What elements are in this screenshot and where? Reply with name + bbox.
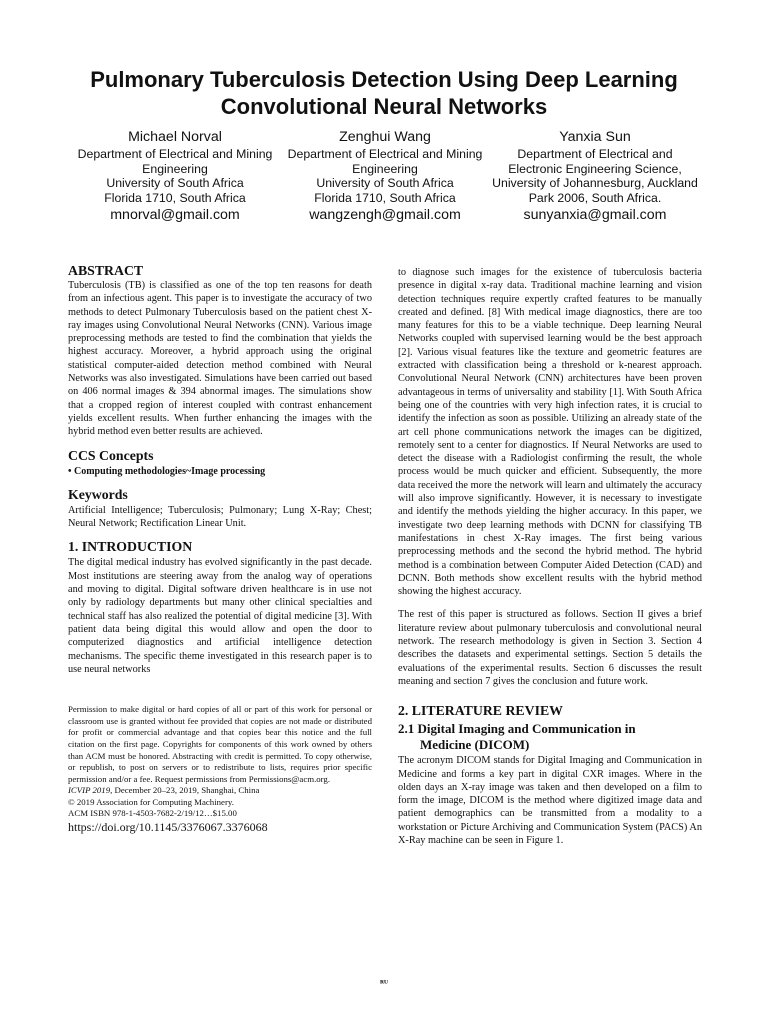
author-email: sunyanxia@gmail.com — [523, 207, 667, 224]
author-block — [72, 128, 698, 224]
keywords-text: Artificial Intelligence; Tuberculosis; Pulmonary; Lung X-Ray; Chest; Neural Network; Rectification Linear Unit. — [68, 504, 372, 530]
author-2 — [282, 128, 488, 224]
abstract-heading: ABSTRACT — [68, 263, 144, 278]
author-dept: Department of Electrical and Mining — [287, 147, 483, 161]
venue-line — [68, 785, 372, 797]
right-column — [398, 266, 702, 847]
intro-text: The digital medical industry has evolved significantly in the past decade. Most institutions are steering away from the analog way of operations and moving to digital. Digital software driven healthcare is in use not only by radiology departments but many other clinical specialties and technical staff has also realized the potential of digital medicine [3]. With patient data being digital this would allow and open the door to computerized diagnostics and artificial intelligence detection mechanisms. The specific theme investigated in this research paper is to use neural networks — [68, 557, 372, 675]
intro-continued-text: to diagnose such images for the existence of tuberculosis bacteria presence in digital x-ray data. Traditional machine learning and vision detection techniques require expertly crafted features to be manually created and defined. [8] With medical image diagnostics, there are too many features for this to be a viable technique. Deep learning Neural Networks coupled with supervised learning would be the best approach [2]. Various visual features like the texture and geometric features are extracted with classification being a threshold or k-nearest approach. Convolutional Neural Network (CNN) architectures have been proven advantageous in terms of universality and stability [1]. With South Africa being one of the countries with very high infection rates, it is crucial to identify the infection as soon as possible. Utilizing an already state of the art cell phone communications network the images can be digitized, remotely sent to a center for diagnostics. If Neural Networks are used to detect the disease with a Radiologist confirming the result, the whole process would be much quicker and efficient. Subsequently, the more data received the more the network will learn and ultimately the accuracy will also improve significantly. However, it is necessary to investigate and identify the methods yielding the higher accuracy. In this paper, we investigate two deep learning methods with DCNN for classifying TB manifestations in chest X-Ray images. The first being various preprocessing methods and the second the hybrid method. The hybrid method is a combination between Computer Aided Detection (CAD) and DCNN. Both methods show excellent results with the hybrid method showing the highest accuracy. — [398, 267, 702, 598]
author-institution: University of Johannesburg, Auckland — [492, 176, 698, 191]
author-dept: Engineering — [142, 161, 208, 176]
author-name: Zenghui Wang — [339, 129, 431, 145]
author-email: wangzengh@gmail.com — [309, 207, 461, 224]
intro-heading: 1. INTRODUCTION — [68, 539, 193, 555]
author-address: Park 2006, South Africa. — [528, 190, 662, 205]
ccs-heading: CCS Concepts — [68, 447, 154, 463]
ccs-item: • Computing methodologies~Image processing — [68, 465, 266, 477]
page-number: ᴿᵁ — [380, 978, 388, 988]
author-3 — [492, 128, 698, 224]
author-dept: Department of Electrical and Mining — [77, 147, 273, 161]
permission-text: Permission to make digital or hard copies of all or part of this work for personal or classroom use is granted without fee provided that copies are not made or distributed for profit or commercial advantage and that copies bear this notice and the full citation on the first page. Copyrights for components of this work owned by others than ACM must be honored. Abstracting with credit is permitted. To copy otherwise, or republish, to post on servers or to redistribute to lists, requires prior specific permission and/or a fee. Request permissions from Permissions@acm.org. — [68, 704, 372, 784]
author-name: Yanxia Sun — [559, 129, 631, 145]
left-column — [68, 262, 372, 835]
paper-title — [40, 66, 728, 120]
author-email: mnorval@gmail.com — [110, 207, 240, 224]
literature-review-heading: 2. LITERATURE REVIEW — [398, 703, 563, 719]
abstract-text: Tuberculosis (TB) is classified as one of the top ten reasons for death from an infectious agent. This paper is to investigate the accuracy of two methods to detect Pulmonary Tuberculosis based on the patient chest X-ray images using Convolutional Neural Networks (CNN). Various image preprocessing methods are tested to find the combination that yields the highest accuracy. Moreover, a hybrid approach using the original statistical computer-aided detection method combined with Neural Networks was also investigated. Simulations have been carried out based on 406 normal images & 394 abnormal images. The simulations show that a cropped region of interest coupled with contrast enhancement yields excellent results. When further enhancing the images with the hybrid method even better results are achieved. — [68, 280, 372, 438]
isbn-line: ACM ISBN 978-1-4503-7682-2/19/12…$15.00 — [68, 808, 237, 819]
author-address: Florida 1710, South Africa — [314, 190, 456, 205]
doi-link[interactable]: https://doi.org/10.1145/3376067.3376068 — [68, 820, 268, 835]
paper-structure-text: The rest of this paper is structured as follows. Section II gives a brief literature review about pulmonary tuberculosis and convolutional neural network. The research methodology is given in Section 3. Section 4 describes the datasets and experimental settings. Section 5 details the evaluations of the experimental results. Section 6 discusses the result meaning and section 7 gives the conclusion and future work. — [398, 609, 702, 687]
keywords-heading: Keywords — [68, 486, 128, 502]
author-dept: Engineering — [352, 161, 418, 176]
dicom-heading — [398, 721, 702, 753]
author-1 — [72, 128, 278, 224]
author-dept: Department of Electrical and — [517, 147, 673, 161]
author-institution: University of South Africa — [316, 176, 454, 191]
dicom-heading-line1: 2.1 Digital Imaging and Communication in — [398, 721, 636, 737]
dicom-heading-line2: Medicine (DICOM) — [420, 737, 530, 753]
author-name: Michael Norval — [128, 129, 222, 145]
permission-block — [68, 704, 372, 835]
author-institution: University of South Africa — [106, 176, 244, 191]
venue-details: , December 20–23, 2019, Shanghai, China — [110, 785, 260, 796]
venue-name: ICVIP 2019 — [68, 785, 111, 796]
author-dept: Electronic Engineering Science, — [508, 161, 682, 176]
dicom-text: The acronym DICOM stands for Digital Imaging and Communication in Medicine and forms a key part in digital CXR images. Where in the olden days an X-ray image was taken and then developed on a film to form the image, DICOM is the method where digitized image data and patient demographics can be transmitted from a modality to a workstation or Picture Archiving and Communication System (PACS) An X-Ray machine can be seen in Figure 1. — [398, 755, 702, 846]
paper-title-line2: Convolutional Neural Networks — [220, 94, 548, 119]
paper-title-line1: Pulmonary Tuberculosis Detection Using Deep Learning — [90, 67, 678, 92]
copyright-line: © 2019 Association for Computing Machinery. — [68, 796, 234, 807]
author-address: Florida 1710, South Africa — [104, 190, 246, 205]
